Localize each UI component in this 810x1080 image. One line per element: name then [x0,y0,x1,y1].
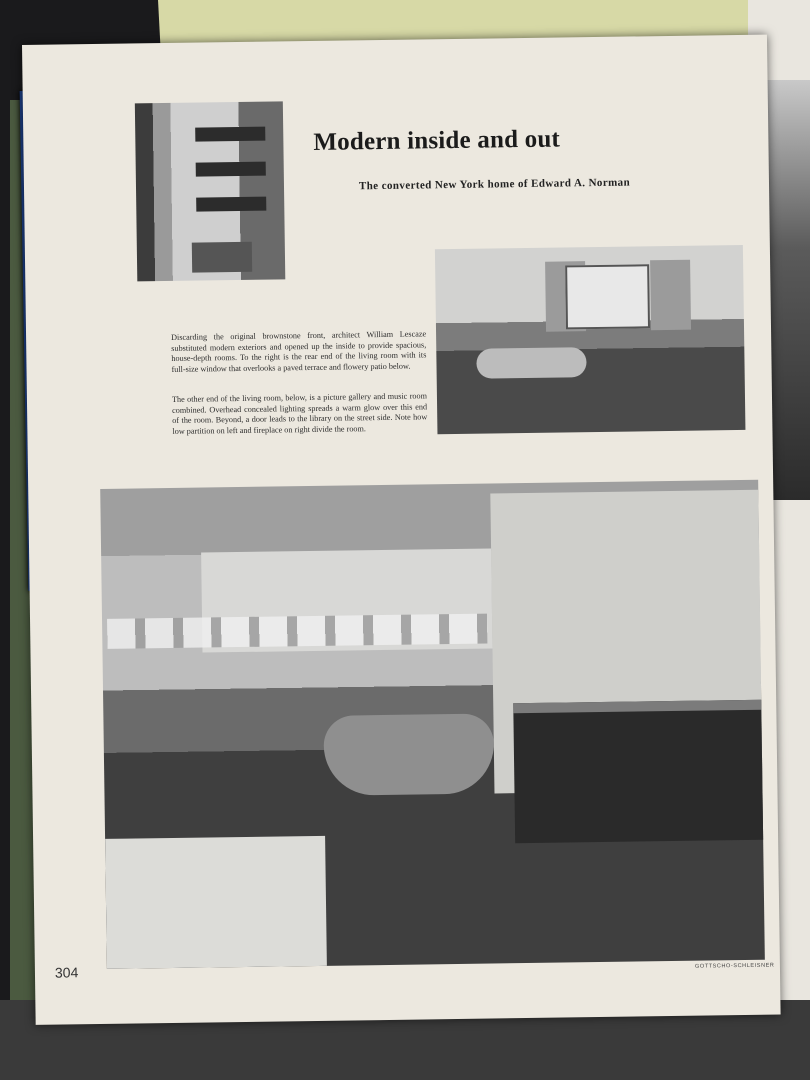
article-subtitle: The converted New York home of Edward A. Norman [358,176,631,193]
page-number: 304 [54,964,79,981]
article-title: Modern inside and out [313,125,561,156]
paragraph-1-text: Discarding the original brownstone front, architect William Lescaze substituted modern exteriors and opened up the inside to provide spacious, house-depth rooms. To the right is the rear end of the living room with its full-size window that overlooks a paved terrace and flowery patio below. [171,329,427,374]
exterior-photo [135,101,285,281]
living-room-photo [435,245,746,434]
magazine-page [22,35,781,1025]
fireplace-gallery-photo [100,480,765,969]
body-paragraph-2 [172,391,428,437]
photo-credit: GOTTSCHO-SCHLEISNER [694,962,775,970]
body-paragraph-1 [171,329,427,375]
paragraph-2-text: The other end of the living room, below, is a picture gallery and music room combined. Overhead concealed lighting spreads a warm glow over this end of the room. Beyond, a door leads to the library on the street side. Note how low partition on left and fireplace on right divide the room. [171,391,428,436]
